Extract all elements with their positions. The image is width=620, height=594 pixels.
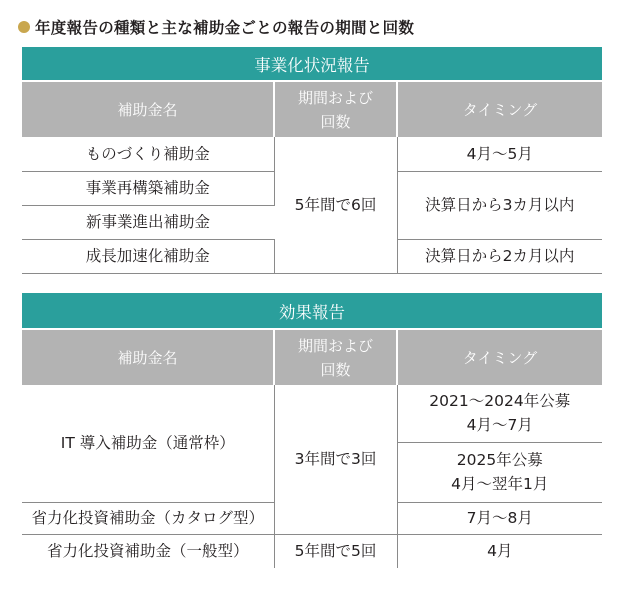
page-title (18, 14, 414, 40)
column-header-timing: タイミング (397, 329, 602, 385)
period-cell: 5年間で5回 (274, 534, 397, 568)
timing-cell: 4月～5月 (397, 137, 602, 171)
subsidy-name-cell: 省力化投資補助金（一般型） (22, 534, 274, 568)
timing-cell: 7月～8月 (397, 502, 602, 534)
subsidy-name-cell: 省力化投資補助金（カタログ型） (22, 502, 274, 534)
column-header-name: 補助金名 (22, 81, 274, 137)
subsidy-name-cell: ものづくり補助金 (22, 137, 274, 171)
column-header-period: 期間および 回数 (274, 329, 397, 385)
column-header-name: 補助金名 (22, 329, 274, 385)
page-title-text: 年度報告の種類と主な補助金ごとの報告の期間と回数 (35, 19, 415, 37)
period-cell: 5年間で6回 (274, 137, 397, 273)
timing-cell: 4月 (487, 542, 513, 561)
period-cell: 3年間で3回 (274, 385, 397, 534)
subsidy-name-cell: 新事業進出補助金 (22, 205, 274, 239)
section-title: 事業化状況報告 (22, 47, 602, 81)
timing-cell: 決算日から3カ月以内 (397, 171, 602, 239)
timing-cell: 決算日から2カ月以内 (397, 239, 602, 273)
subsidy-name-cell: IT 導入補助金（通常枠） (22, 385, 274, 502)
timing-cell: 2021～2024年公募 4月～7月 (397, 385, 602, 442)
business-status-report-table (22, 47, 602, 274)
column-header-period: 期間および 回数 (274, 81, 397, 137)
timing-cell: 2025年公募 4月～翌年1月 (397, 442, 602, 502)
bullet-icon (18, 21, 30, 33)
subsidy-name-cell: 成長加速化補助金 (22, 239, 274, 273)
column-header-timing: タイミング (397, 81, 602, 137)
effect-report-table (22, 293, 602, 568)
section-title: 効果報告 (22, 293, 602, 329)
subsidy-name-cell: 事業再構築補助金 (22, 171, 274, 205)
